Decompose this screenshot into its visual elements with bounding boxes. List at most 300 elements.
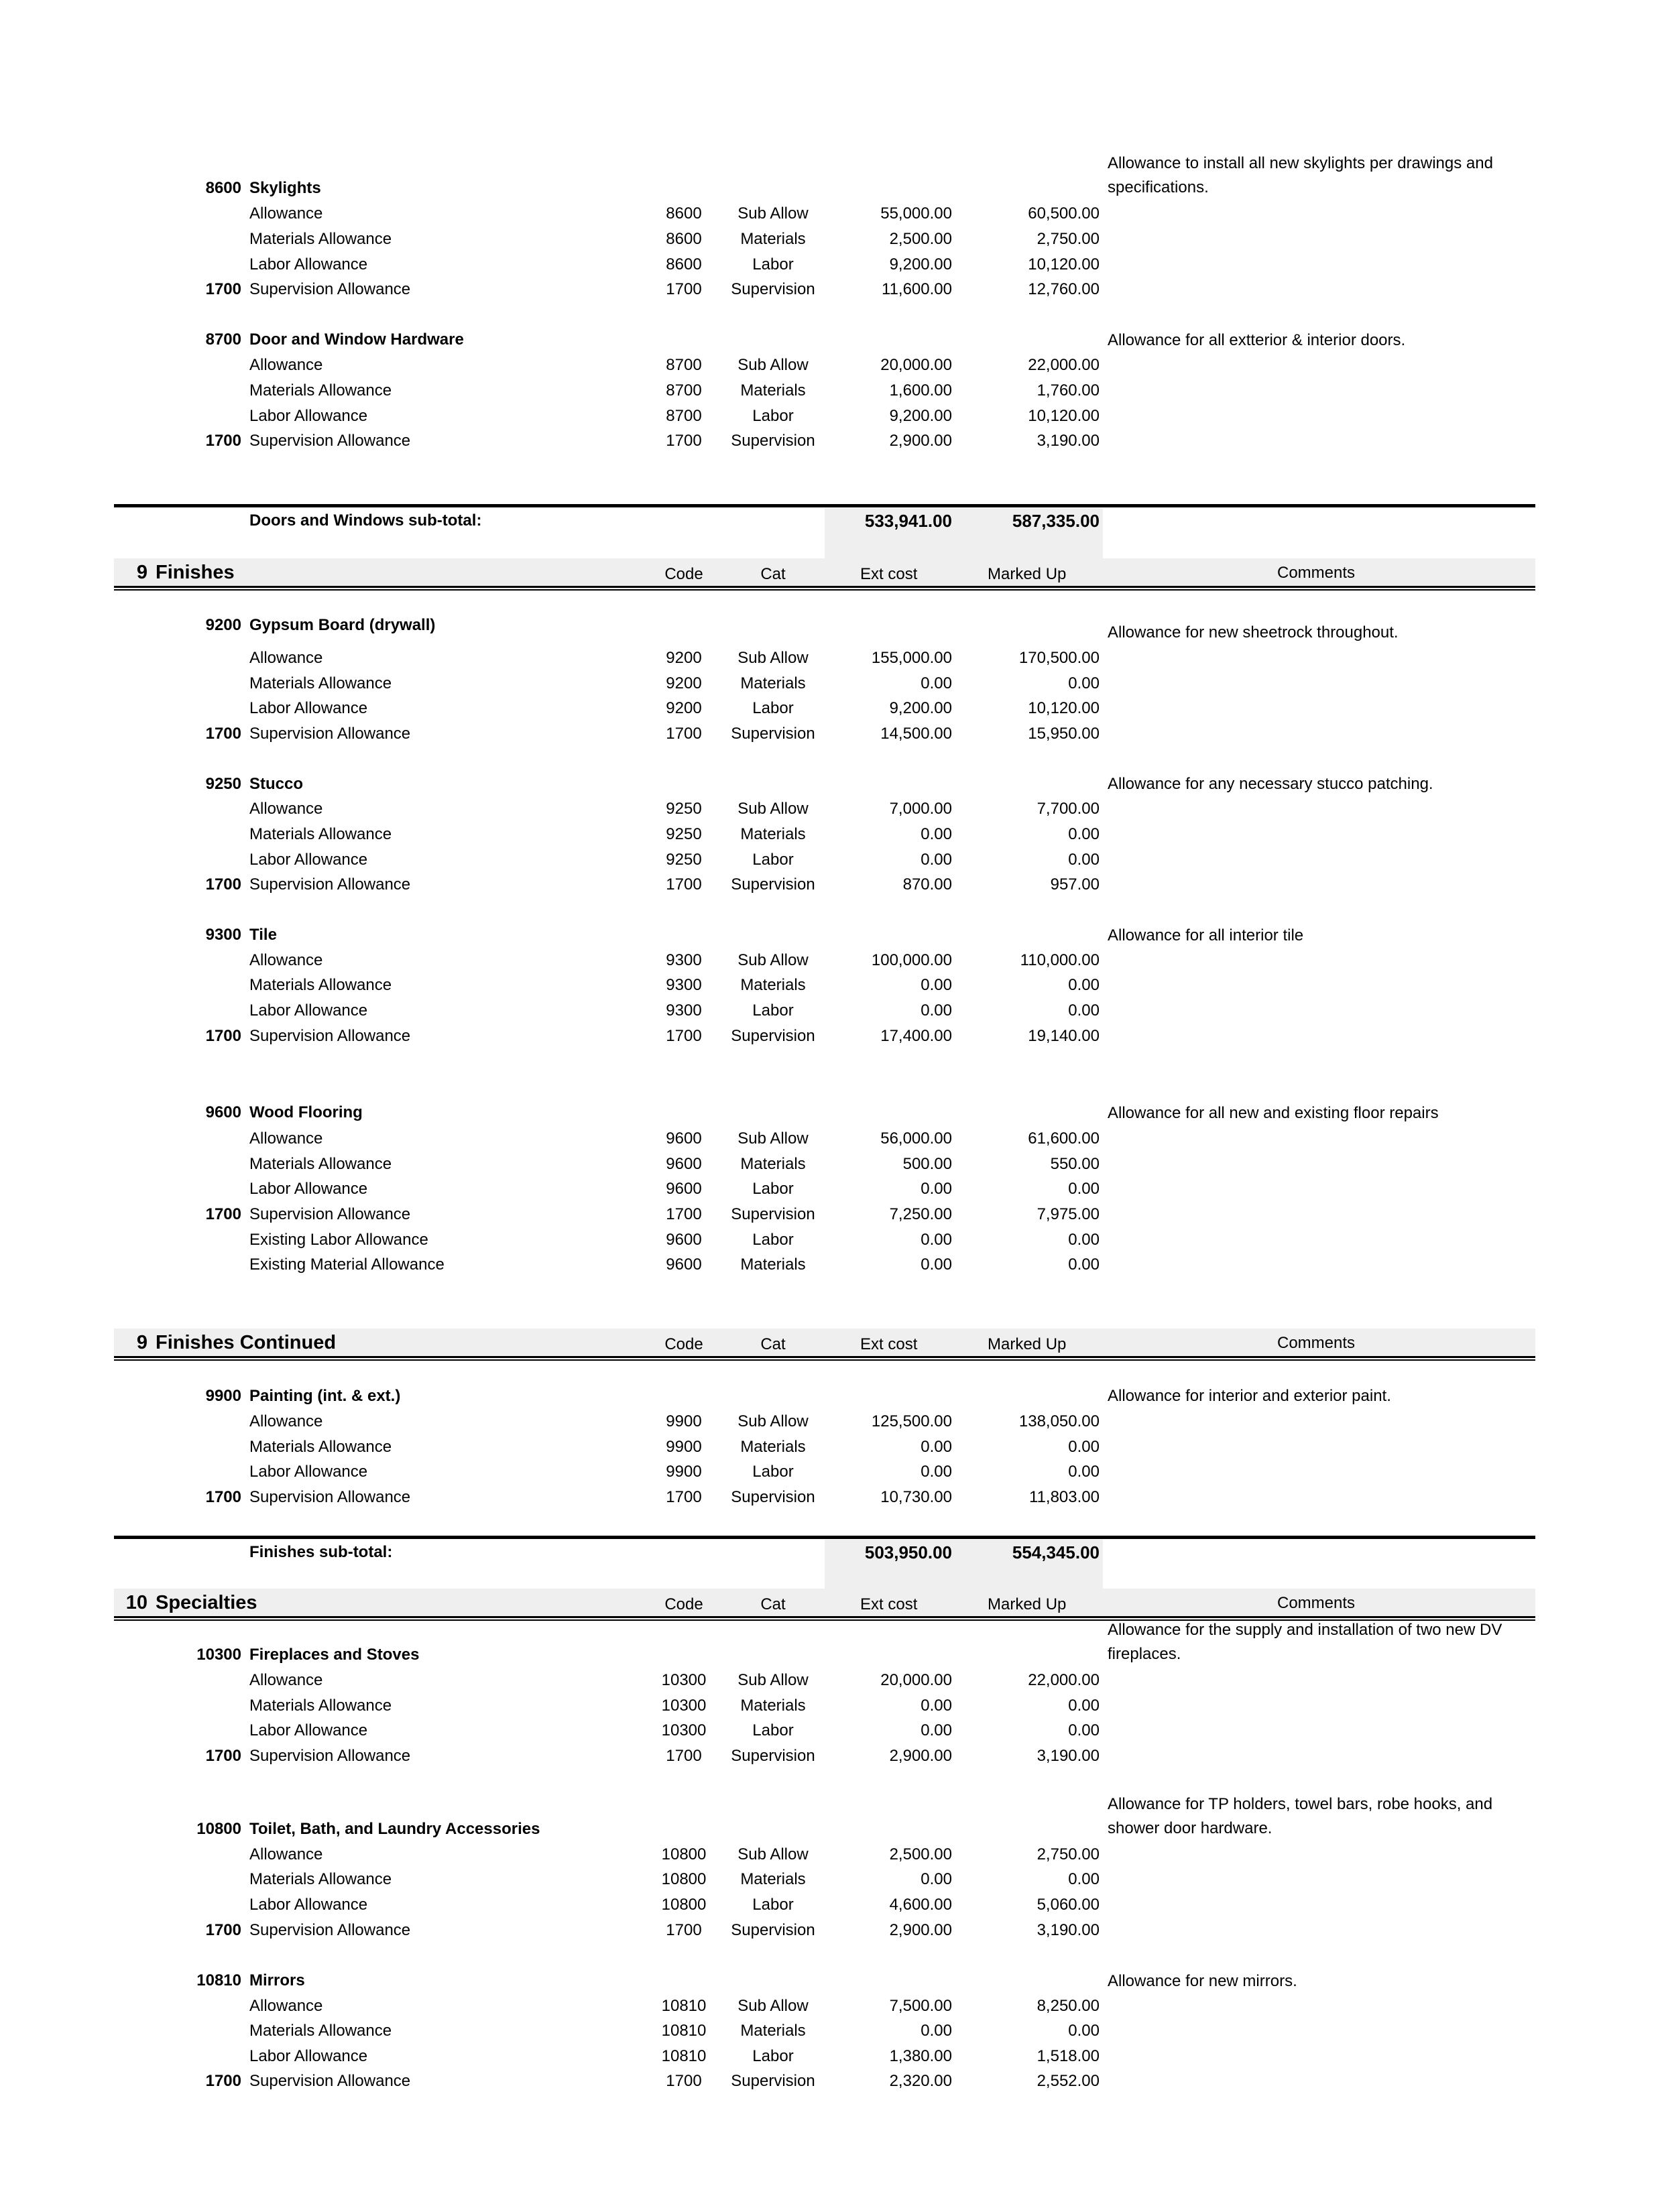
line-marked-up: 0.00 <box>1068 1463 1100 1481</box>
table-row <box>0 1461 1656 1483</box>
line-code: 9600 <box>666 1155 702 1173</box>
line-number: 1700 <box>205 875 241 894</box>
line-number: 1700 <box>205 432 241 450</box>
line-label: Supervision Allowance <box>249 280 411 298</box>
line-cat: Sub Allow <box>737 356 809 374</box>
table-row <box>0 1436 1656 1459</box>
table-row <box>0 202 1656 225</box>
line-number: 1700 <box>205 1027 241 1045</box>
line-marked-up: 0.00 <box>1068 1870 1100 1888</box>
table-row <box>0 1995 1656 2018</box>
line-cat: Labor <box>752 699 794 717</box>
line-label: Labor Allowance <box>249 407 368 425</box>
line-marked-up: 1,760.00 <box>1037 381 1100 400</box>
table-row <box>0 949 1656 972</box>
line-ext-cost: 0.00 <box>921 2022 952 2040</box>
line-number: 1700 <box>205 280 241 298</box>
item-number: 10800 <box>196 1820 241 1838</box>
line-marked-up: 0.00 <box>1068 976 1100 994</box>
section-rule <box>114 1356 1535 1361</box>
line-label: Allowance <box>249 356 323 374</box>
line-code: 10300 <box>661 1697 707 1715</box>
item-comment: Allowance for all interior tile <box>1108 926 1304 944</box>
line-code: 1700 <box>666 2072 702 2090</box>
line-cat: Labor <box>752 407 794 425</box>
line-cat: Materials <box>740 230 806 248</box>
line-ext-cost: 2,900.00 <box>889 1747 952 1765</box>
line-label: Labor Allowance <box>249 1463 368 1481</box>
line-label: Materials Allowance <box>249 1870 392 1888</box>
line-number: 1700 <box>205 1205 241 1223</box>
line-code: 9200 <box>666 674 702 692</box>
line-code: 10810 <box>661 2047 707 2065</box>
line-label: Labor Allowance <box>249 1721 368 1739</box>
line-code: 9600 <box>666 1129 702 1148</box>
line-ext-cost: 0.00 <box>921 1870 952 1888</box>
line-marked-up: 10,120.00 <box>1028 255 1100 273</box>
table-row <box>0 2045 1656 2068</box>
line-code: 10800 <box>661 1845 707 1863</box>
line-label: Allowance <box>249 1412 323 1430</box>
line-cat: Labor <box>752 1721 794 1739</box>
line-ext-cost: 56,000.00 <box>880 1129 952 1148</box>
line-code: 10800 <box>661 1896 707 1914</box>
line-ext-cost: 0.00 <box>921 1180 952 1198</box>
line-label: Labor Allowance <box>249 851 368 869</box>
line-cat: Labor <box>752 851 794 869</box>
line-code: 9250 <box>666 825 702 843</box>
line-code: 9900 <box>666 1463 702 1481</box>
line-ext-cost: 0.00 <box>921 1255 952 1274</box>
column-header-comments: Comments <box>1277 1594 1356 1612</box>
column-header-comments: Comments <box>1277 1334 1356 1352</box>
line-ext-cost: 10,730.00 <box>880 1488 952 1506</box>
line-code: 9200 <box>666 699 702 717</box>
item-number: 9600 <box>205 1103 241 1121</box>
item-header-row <box>0 1385 1656 1408</box>
line-ext-cost: 500.00 <box>902 1155 952 1173</box>
line-marked-up: 3,190.00 <box>1037 1747 1100 1765</box>
line-cat: Sub Allow <box>737 951 809 969</box>
line-label: Supervision Allowance <box>249 1488 411 1506</box>
line-cat: Materials <box>740 1155 806 1173</box>
line-number: 1700 <box>205 725 241 743</box>
line-ext-cost: 20,000.00 <box>880 1671 952 1689</box>
subtotal-marked-up: 554,345.00 <box>1012 1542 1100 1562</box>
table-row <box>0 253 1656 276</box>
item-comment: Allowance for interior and exterior paint. <box>1108 1387 1391 1405</box>
line-marked-up: 0.00 <box>1068 1255 1100 1274</box>
table-row <box>0 1025 1656 1048</box>
item-comment: Allowance to install all new skylights per drawings and specifications. <box>1108 154 1493 196</box>
table-row <box>0 672 1656 695</box>
line-label: Existing Labor Allowance <box>249 1231 428 1249</box>
line-label: Labor Allowance <box>249 255 368 273</box>
table-row <box>0 1178 1656 1201</box>
line-ext-cost: 155,000.00 <box>871 649 952 667</box>
line-code: 10810 <box>661 1997 707 2015</box>
line-marked-up: 0.00 <box>1068 1697 1100 1715</box>
item-name: Tile <box>249 926 277 944</box>
item-name: Fireplaces and Stoves <box>249 1646 420 1664</box>
item-name: Painting (int. & ext.) <box>249 1387 401 1405</box>
line-label: Allowance <box>249 1129 323 1148</box>
line-label: Supervision Allowance <box>249 875 411 894</box>
line-ext-cost: 7,000.00 <box>889 800 952 818</box>
table-row <box>0 1253 1656 1276</box>
line-code: 9300 <box>666 1001 702 1020</box>
line-code: 9300 <box>666 951 702 969</box>
section-title: Finishes <box>156 562 235 583</box>
line-label: Materials Allowance <box>249 1438 392 1456</box>
line-cat: Labor <box>752 1180 794 1198</box>
item-number: 9200 <box>205 616 241 634</box>
column-header-code: Code <box>664 1595 703 1613</box>
line-code: 9900 <box>666 1412 702 1430</box>
line-marked-up: 170,500.00 <box>1018 649 1100 667</box>
column-header-marked-up: Marked Up <box>988 1595 1067 1613</box>
line-ext-cost: 2,320.00 <box>889 2072 952 2090</box>
line-cat: Supervision <box>731 725 815 743</box>
line-label: Allowance <box>249 800 323 818</box>
line-cat: Materials <box>740 1870 806 1888</box>
line-label: Materials Allowance <box>249 976 392 994</box>
subtotal-ext-cost: 533,941.00 <box>864 511 952 531</box>
line-ext-cost: 7,250.00 <box>889 1205 952 1223</box>
table-row <box>0 1669 1656 1692</box>
table-row <box>0 1894 1656 1916</box>
line-cat: Labor <box>752 1001 794 1020</box>
line-label: Allowance <box>249 1997 323 2015</box>
item-number: 9250 <box>205 775 241 793</box>
line-code: 1700 <box>666 1921 702 1939</box>
line-cat: Materials <box>740 1438 806 1456</box>
line-ext-cost: 0.00 <box>921 1001 952 1020</box>
table-row <box>0 1745 1656 1768</box>
line-cat: Sub Allow <box>737 1997 809 2015</box>
line-cat: Sub Allow <box>737 800 809 818</box>
line-label: Labor Allowance <box>249 1896 368 1914</box>
line-cat: Sub Allow <box>737 649 809 667</box>
line-cat: Supervision <box>731 2072 815 2090</box>
table-row <box>0 1410 1656 1433</box>
item-name: Stucco <box>249 775 304 793</box>
line-label: Supervision Allowance <box>249 1205 411 1223</box>
line-cat: Sub Allow <box>737 1845 809 1863</box>
column-header-cat: Cat <box>760 1335 786 1353</box>
line-marked-up: 1,518.00 <box>1037 2047 1100 2065</box>
line-code: 1700 <box>666 1027 702 1045</box>
subtotal-marked-up: 587,335.00 <box>1012 511 1100 531</box>
line-cat: Sub Allow <box>737 1412 809 1430</box>
line-cat: Supervision <box>731 875 815 894</box>
item-header-row <box>0 1818 1656 1841</box>
item-header-row <box>0 773 1656 796</box>
line-number: 1700 <box>205 1488 241 1506</box>
line-marked-up: 22,000.00 <box>1028 356 1100 374</box>
line-marked-up: 0.00 <box>1068 2022 1100 2040</box>
line-label: Supervision Allowance <box>249 1747 411 1765</box>
line-label: Allowance <box>249 649 323 667</box>
table-row <box>0 974 1656 997</box>
line-cat: Labor <box>752 1231 794 1249</box>
line-code: 9600 <box>666 1255 702 1274</box>
table-row <box>0 1127 1656 1150</box>
item-name: Toilet, Bath, and Laundry Accessories <box>249 1820 540 1838</box>
line-ext-cost: 9,200.00 <box>889 407 952 425</box>
line-label: Allowance <box>249 1845 323 1863</box>
item-number: 10300 <box>196 1646 241 1664</box>
line-ext-cost: 2,500.00 <box>889 1845 952 1863</box>
item-number: 9300 <box>205 926 241 944</box>
line-marked-up: 22,000.00 <box>1028 1671 1100 1689</box>
line-cat: Supervision <box>731 1921 815 1939</box>
line-ext-cost: 0.00 <box>921 851 952 869</box>
column-header-code: Code <box>664 1335 703 1353</box>
line-ext-cost: 0.00 <box>921 674 952 692</box>
column-header-marked-up: Marked Up <box>988 1335 1067 1353</box>
item-comment: Allowance for any necessary stucco patching. <box>1108 775 1433 793</box>
table-row <box>0 849 1656 871</box>
line-ext-cost: 17,400.00 <box>880 1027 952 1045</box>
line-ext-cost: 4,600.00 <box>889 1896 952 1914</box>
item-header-row <box>0 1101 1656 1124</box>
line-ext-cost: 55,000.00 <box>880 204 952 223</box>
column-header-cat: Cat <box>760 1595 786 1613</box>
line-code: 9600 <box>666 1231 702 1249</box>
item-header-row <box>0 328 1656 351</box>
table-row <box>0 873 1656 896</box>
line-cat: Supervision <box>731 1747 815 1765</box>
section-title: Specialties <box>156 1592 257 1613</box>
line-code: 1700 <box>666 1205 702 1223</box>
line-cat: Supervision <box>731 1205 815 1223</box>
line-marked-up: 12,760.00 <box>1028 280 1100 298</box>
line-cat: Materials <box>740 976 806 994</box>
subtotal-label: Doors and Windows sub-total: <box>249 511 482 530</box>
line-code: 1700 <box>666 725 702 743</box>
section-number: 9 <box>136 562 147 583</box>
line-label: Existing Material Allowance <box>249 1255 445 1274</box>
table-row <box>0 2070 1656 2093</box>
line-marked-up: 0.00 <box>1068 674 1100 692</box>
table-row <box>0 1153 1656 1176</box>
column-header-code: Code <box>664 565 703 583</box>
line-code: 1700 <box>666 432 702 450</box>
line-cat: Supervision <box>731 280 815 298</box>
line-ext-cost: 20,000.00 <box>880 356 952 374</box>
item-name: Skylights <box>249 179 321 197</box>
line-marked-up: 19,140.00 <box>1028 1027 1100 1045</box>
line-ext-cost: 9,200.00 <box>889 255 952 273</box>
line-code: 8600 <box>666 204 702 223</box>
line-code: 10800 <box>661 1870 707 1888</box>
line-cat: Supervision <box>731 1488 815 1506</box>
line-label: Allowance <box>249 951 323 969</box>
line-label: Labor Allowance <box>249 1180 368 1198</box>
table-row <box>0 228 1656 251</box>
line-ext-cost: 0.00 <box>921 1721 952 1739</box>
section-title: Finishes Continued <box>156 1332 337 1353</box>
line-number: 1700 <box>205 1747 241 1765</box>
item-header-row <box>0 924 1656 946</box>
line-marked-up: 0.00 <box>1068 851 1100 869</box>
item-comment: Allowance for all new and existing floor repairs <box>1108 1104 1439 1122</box>
line-code: 9250 <box>666 851 702 869</box>
table-row <box>0 430 1656 452</box>
table-row <box>0 1695 1656 1717</box>
line-marked-up: 2,750.00 <box>1037 1845 1100 1863</box>
table-row <box>0 1486 1656 1509</box>
line-code: 1700 <box>666 1747 702 1765</box>
table-row <box>0 723 1656 745</box>
item-name: Gypsum Board (drywall) <box>249 616 436 634</box>
line-code: 8700 <box>666 407 702 425</box>
line-code: 10300 <box>661 1671 707 1689</box>
line-label: Materials Allowance <box>249 2022 392 2040</box>
table-row <box>0 278 1656 301</box>
line-label: Supervision Allowance <box>249 1921 411 1939</box>
item-comment: Allowance for TP holders, towel bars, robe hooks, and shower door hardware. <box>1108 1795 1493 1837</box>
subtotal-rule <box>114 504 1535 507</box>
line-label: Allowance <box>249 204 323 223</box>
line-marked-up: 957.00 <box>1050 875 1100 894</box>
line-marked-up: 10,120.00 <box>1028 407 1100 425</box>
table-row <box>0 697 1656 720</box>
table-row <box>0 354 1656 377</box>
subtotal-label: Finishes sub-total: <box>249 1543 393 1561</box>
item-number: 9900 <box>205 1387 241 1405</box>
column-header-ext-cost: Ext cost <box>860 565 918 583</box>
table-row <box>0 798 1656 820</box>
line-code: 8600 <box>666 230 702 248</box>
line-ext-cost: 2,500.00 <box>889 230 952 248</box>
line-ext-cost: 2,900.00 <box>889 432 952 450</box>
line-label: Materials Allowance <box>249 825 392 843</box>
line-label: Supervision Allowance <box>249 2072 411 2090</box>
line-code: 1700 <box>666 1488 702 1506</box>
subtotal-ext-cost: 503,950.00 <box>864 1542 952 1562</box>
line-marked-up: 0.00 <box>1068 1180 1100 1198</box>
item-number: 10810 <box>196 1971 241 1989</box>
line-label: Materials Allowance <box>249 1697 392 1715</box>
table-row <box>0 379 1656 402</box>
line-ext-cost: 125,500.00 <box>871 1412 952 1430</box>
section-number: 10 <box>125 1592 147 1613</box>
item-number: 8700 <box>205 330 241 349</box>
line-marked-up: 8,250.00 <box>1037 1997 1100 2015</box>
column-header-comments: Comments <box>1277 564 1356 582</box>
line-ext-cost: 9,200.00 <box>889 699 952 717</box>
line-label: Labor Allowance <box>249 1001 368 1020</box>
line-ext-cost: 1,380.00 <box>889 2047 952 2065</box>
line-ext-cost: 2,900.00 <box>889 1921 952 1939</box>
line-label: Labor Allowance <box>249 699 368 717</box>
line-cat: Sub Allow <box>737 204 809 223</box>
line-code: 8600 <box>666 255 702 273</box>
line-ext-cost: 0.00 <box>921 825 952 843</box>
line-marked-up: 3,190.00 <box>1037 432 1100 450</box>
table-row <box>0 1229 1656 1251</box>
line-cat: Labor <box>752 1463 794 1481</box>
table-row <box>0 647 1656 670</box>
section-number: 9 <box>136 1332 147 1353</box>
line-marked-up: 15,950.00 <box>1028 725 1100 743</box>
line-label: Supervision Allowance <box>249 1027 411 1045</box>
table-row <box>0 2020 1656 2042</box>
line-ext-cost: 7,500.00 <box>889 1997 952 2015</box>
line-code: 1700 <box>666 875 702 894</box>
item-header-row <box>0 177 1656 200</box>
line-marked-up: 0.00 <box>1068 1231 1100 1249</box>
line-cat: Materials <box>740 1697 806 1715</box>
column-header-marked-up: Marked Up <box>988 565 1067 583</box>
item-number: 8600 <box>205 179 241 197</box>
line-code: 9900 <box>666 1438 702 1456</box>
item-comment: Allowance for new mirrors. <box>1108 1972 1297 1990</box>
line-marked-up: 10,120.00 <box>1028 699 1100 717</box>
line-ext-cost: 100,000.00 <box>871 951 952 969</box>
line-label: Allowance <box>249 1671 323 1689</box>
line-marked-up: 11,803.00 <box>1029 1488 1100 1506</box>
line-ext-cost: 0.00 <box>921 1231 952 1249</box>
line-marked-up: 3,190.00 <box>1037 1921 1100 1939</box>
line-code: 8700 <box>666 356 702 374</box>
line-marked-up: 0.00 <box>1068 1438 1100 1456</box>
line-code: 9250 <box>666 800 702 818</box>
line-marked-up: 2,552.00 <box>1037 2072 1100 2090</box>
column-header-ext-cost: Ext cost <box>860 1335 918 1353</box>
line-cat: Labor <box>752 255 794 273</box>
line-marked-up: 0.00 <box>1068 1721 1100 1739</box>
item-comment: Allowance for new sheetrock throughout. <box>1108 623 1399 641</box>
line-ext-cost: 870.00 <box>902 875 952 894</box>
line-label: Materials Allowance <box>249 674 392 692</box>
line-label: Labor Allowance <box>249 2047 368 2065</box>
item-header-row <box>0 1969 1656 1992</box>
line-code: 9200 <box>666 649 702 667</box>
line-code: 1700 <box>666 280 702 298</box>
column-header-cat: Cat <box>760 565 786 583</box>
line-ext-cost: 0.00 <box>921 1438 952 1456</box>
item-comment: Allowance for all extterior & interior doors. <box>1108 331 1406 349</box>
line-label: Materials Allowance <box>249 230 392 248</box>
table-row <box>0 1868 1656 1891</box>
item-name: Mirrors <box>249 1971 305 1989</box>
line-cat: Materials <box>740 674 806 692</box>
line-number: 1700 <box>205 2072 241 2090</box>
line-cat: Materials <box>740 825 806 843</box>
table-row <box>0 1719 1656 1742</box>
subtotal-rule <box>114 1536 1535 1539</box>
table-row <box>0 999 1656 1022</box>
line-cat: Materials <box>740 381 806 400</box>
line-label: Supervision Allowance <box>249 432 411 450</box>
line-marked-up: 7,700.00 <box>1037 800 1100 818</box>
item-header-row <box>0 614 1656 637</box>
line-marked-up: 138,050.00 <box>1018 1412 1100 1430</box>
line-marked-up: 60,500.00 <box>1028 204 1100 223</box>
line-number: 1700 <box>205 1921 241 1939</box>
table-row <box>0 1843 1656 1866</box>
line-ext-cost: 0.00 <box>921 1463 952 1481</box>
line-code: 9300 <box>666 976 702 994</box>
table-row <box>0 1919 1656 1942</box>
table-row <box>0 405 1656 428</box>
item-name: Door and Window Hardware <box>249 330 464 349</box>
line-marked-up: 110,000.00 <box>1020 951 1100 969</box>
table-row <box>0 1203 1656 1226</box>
